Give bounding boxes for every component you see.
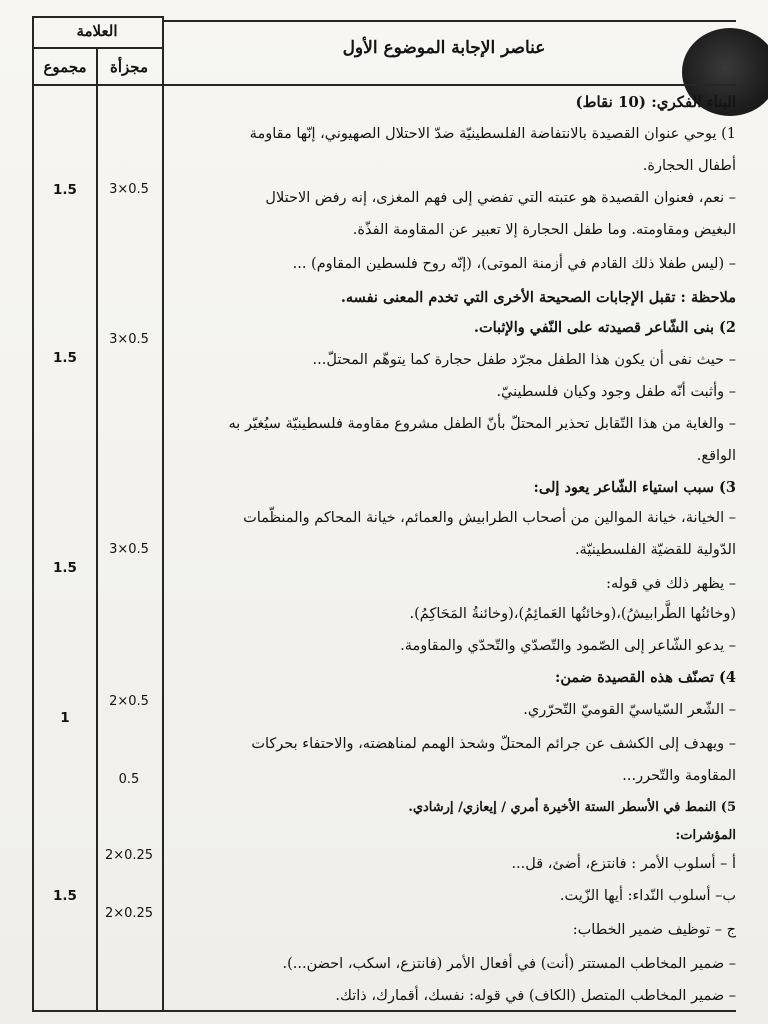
text-line: ج – توظيف ضمير الخطاب: <box>572 922 736 938</box>
text-line: الدّولية للقضيّة الفلسطينيّة. <box>574 542 736 558</box>
left-border <box>32 16 34 1010</box>
answers-header: عناصر الإجابة الموضوع الأول <box>342 38 546 58</box>
text-line: الواقع. <box>696 448 736 464</box>
text-line: – نعم، فعنوان القصيدة هو عتبته التي تفضي إلى فهم المغزى، إنه رفض الاحتلال <box>265 190 736 206</box>
q3-total-score: 1.5 <box>53 560 77 576</box>
text-line: – يدعو الشّاعر إلى الصّمود والتّصدّي والتّحدّي والمقاومة. <box>400 638 736 654</box>
text-line: – والغاية من هذا التّقابل تحذير المحتلّ بأنّ الطفل مشروع مقاومة فلسطينيّة سيُغيّر به <box>228 416 736 432</box>
q3-partial-score: 3×0.5 <box>109 542 149 557</box>
text-line: – ضمير المخاطب المستتر (أنت) في أفعال الأمر (فانتزع، اسكب، احضن...). <box>282 956 736 972</box>
text-line: – وأثبت أنّه طفل وجود وكيان فلسطينيّ. <box>496 384 736 400</box>
q4-partial-score-b: 0.5 <box>118 772 140 787</box>
q1-partial-score: 3×0.5 <box>109 182 149 197</box>
q1-total-score: 1.5 <box>53 182 77 198</box>
text-line: ب– أسلوب النّداء: أيها الزّيت. <box>559 888 736 904</box>
total-header: مجموع <box>43 58 87 76</box>
text-line: المقاومة والتّحرر... <box>622 768 736 784</box>
text-line: – ويهدف إلى الكشف عن جرائم المحتلّ وشحذ الهمم لمناهضته، والاحتفاء بحركات <box>251 736 736 752</box>
text-line: أ – أسلوب الأمر : فانتزع، أضئ، قل... <box>511 856 736 872</box>
text-line: 1) يوحي عنوان القصيدة بالانتفاضة الفلسطينيّة ضدّ الاحتلال الصهيوني، إنّها مقاومة <box>249 126 736 142</box>
question-4: 4) تصنّف هذه القصيدة ضمن: <box>554 669 736 686</box>
text-line: البغيض ومقاومته. وما طفل الحجارة إلا تعبير عن المقاومة الفذّة. <box>352 222 736 238</box>
text-line: – الخيانة، خيانة الموالين من أصحاب الطرابيش والعمائم، خيانة المحاكم والمنظّمات <box>243 510 736 526</box>
q5-partial-score-a: 2×0.25 <box>104 848 154 863</box>
header-bottom-border <box>32 84 736 86</box>
q4-total-score: 1 <box>60 710 70 726</box>
text-line: – الشّعر السّياسيّ القوميّ التّحرّري. <box>523 702 736 718</box>
q5-partial-score-b: 2×0.25 <box>104 906 154 921</box>
q4-partial-score-a: 2×0.5 <box>109 694 149 709</box>
grade-header: العلامة <box>76 22 118 40</box>
question-3: 3) سبب استياء الشّاعر يعود إلى: <box>533 479 736 496</box>
section-title: البناء الفكري: (10 نقاط) <box>575 93 736 111</box>
indicators-label: المؤشرات: <box>675 828 736 843</box>
question-2: 2) بنى الشّاعر قصيدته على النّفي والإثبات. <box>473 319 736 336</box>
text-line: – (ليس طفلا ذلك القادم في أزمنة الموتى)، (إنّه روح فلسطين المقاوم) ... <box>292 256 736 272</box>
table-top-border-main <box>162 20 736 22</box>
question-5: 5) النمط في الأسطر الستة الأخيرة أمري / إيعازي/ إرشادي. <box>408 800 736 815</box>
text-line: – يظهر ذلك في قوله: <box>606 576 736 592</box>
q5-total-score: 1.5 <box>53 888 77 904</box>
table-bottom-border <box>32 1010 736 1012</box>
q2-partial-score: 3×0.5 <box>109 332 149 347</box>
text-line: أطفال الحجارة. <box>642 158 736 174</box>
note-line: ملاحظة : تقبل الإجابات الصحيحة الأخرى التي تخدم المعنى نفسه. <box>340 289 736 306</box>
q2-total-score: 1.5 <box>53 350 77 366</box>
text-line: – حيث نفى أن يكون هذا الطفل مجرّد طفل حجارة كما يتوهّم المحتلّ... <box>312 352 736 368</box>
text-line: – ضمير المخاطب المتصل (الكاف) في قوله: نفسك، أقمارك، ذاتك. <box>335 988 736 1004</box>
text-line: (وخائنُها الطَّرابيشُ)،(وخائنُها العَمائِمُ)،(وخائنةُ المَحَاكِمُ). <box>409 606 736 622</box>
partial-header: مجزأة <box>109 58 149 76</box>
col-divider-2 <box>162 16 164 1010</box>
